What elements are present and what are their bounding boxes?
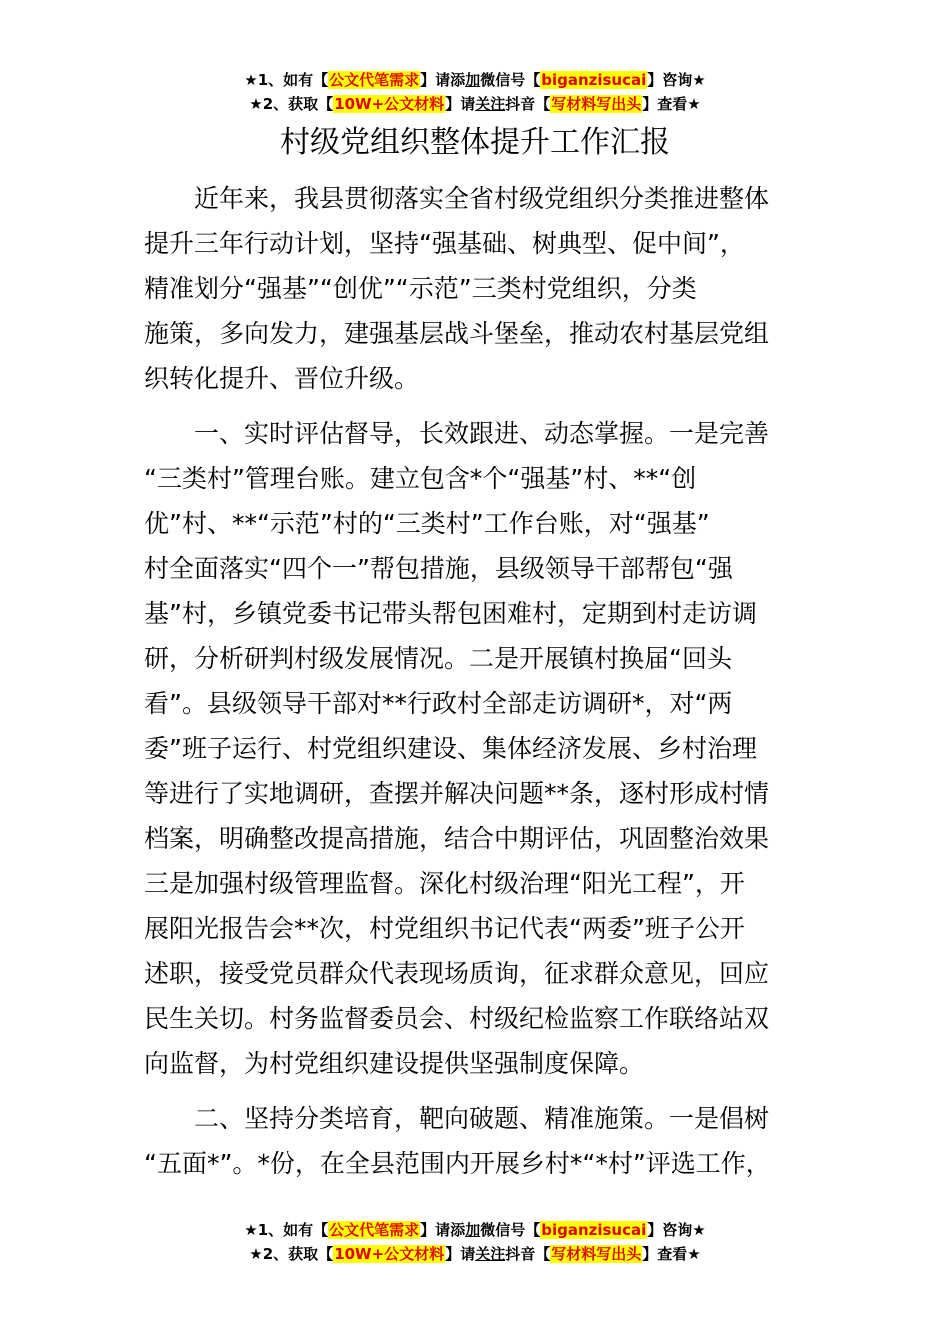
paragraph-section-1: 一、实时评估督导，长效跟进、动态掌握。一是完善 “三类村”管理台账。建立包含*个“强基”村、**“创 优”村、**“示范”村的“三类村”工作台账，对“强基” 村全面落实“四个一”帮包措施，县级领导干部帮包“强 基”村，乡镇党委书记带头帮包困难村，定期到村走访调 研，分析研判村级发展情况。二是开展镇村换届“回头 看”。县级领导干部对**行政村全部走访调研*，对“两 委”班子运行、村党组织建设、集体经济发展、乡村治理 等进行了实地调研，查摆并解决问题**条，逐村形成村情 档案，明确整改提高措施，结合中期评估，巩固整治效果 三是加强村级管理监督。深化村级治理“阳光工程”，开 展阳光报告会**次，村党组织书记代表“两委”班子公开 述职，接受党员群众代表现场质询，征求群众意见，回应 民生关切。村务监督委员会、村级纪检监察工作联络站双 向监督，为村党组织建设提供坚强制度保障。 bbox=[144, 419, 770, 1078]
paragraph-section-2: 二、坚持分类培育，靶向破题、精准施策。一是倡树 “五面*”。*份，在全县范围内开展乡村*“*村”评选工作， bbox=[144, 1104, 771, 1178]
highlight-writing-service: 公文代笔需求 bbox=[329, 71, 420, 89]
highlight-writing-service: 公文代笔需求 bbox=[329, 1221, 420, 1239]
highlight-douyin-account: 写材料写出头 bbox=[551, 95, 642, 113]
promo-line-1: ★1、如有【公文代笔需求】请添加微信号【biganzisucai】咨询★ bbox=[244, 1221, 706, 1239]
promo-line-1: ★1、如有【公文代笔需求】请添加微信号【biganzisucai】咨询★ bbox=[244, 71, 706, 89]
header-promo-banner bbox=[0, 68, 950, 116]
document-body bbox=[144, 176, 816, 1186]
promo-line-2: ★2、获取【10W+公文材料】请关注抖音【写材料写出头】查看★ bbox=[249, 95, 701, 113]
highlight-materials: 10W+公文材料 bbox=[334, 95, 445, 113]
highlight-materials: 10W+公文材料 bbox=[334, 1245, 445, 1263]
highlight-wechat-id: biganzisucai bbox=[541, 1221, 647, 1239]
footer-promo-banner bbox=[0, 1218, 950, 1266]
paragraph-intro: 近年来，我县贯彻落实全省村级党组织分类推进整体 提升三年行动计划，坚持“强基础、树典型、促中间”， 精准划分“强基”“创优”“示范”三类村党组织，分类 施策，多向发力，建强基层战斗堡垒，推动农村基层党组 织转化提升、晋位升级。 bbox=[144, 184, 770, 393]
highlight-wechat-id: biganzisucai bbox=[541, 71, 647, 89]
highlight-douyin-account: 写材料写出头 bbox=[551, 1245, 642, 1263]
document-title: 村级党组织整体提升工作汇报 bbox=[280, 125, 670, 160]
promo-line-2: ★2、获取【10W+公文材料】请关注抖音【写材料写出头】查看★ bbox=[249, 1245, 701, 1263]
